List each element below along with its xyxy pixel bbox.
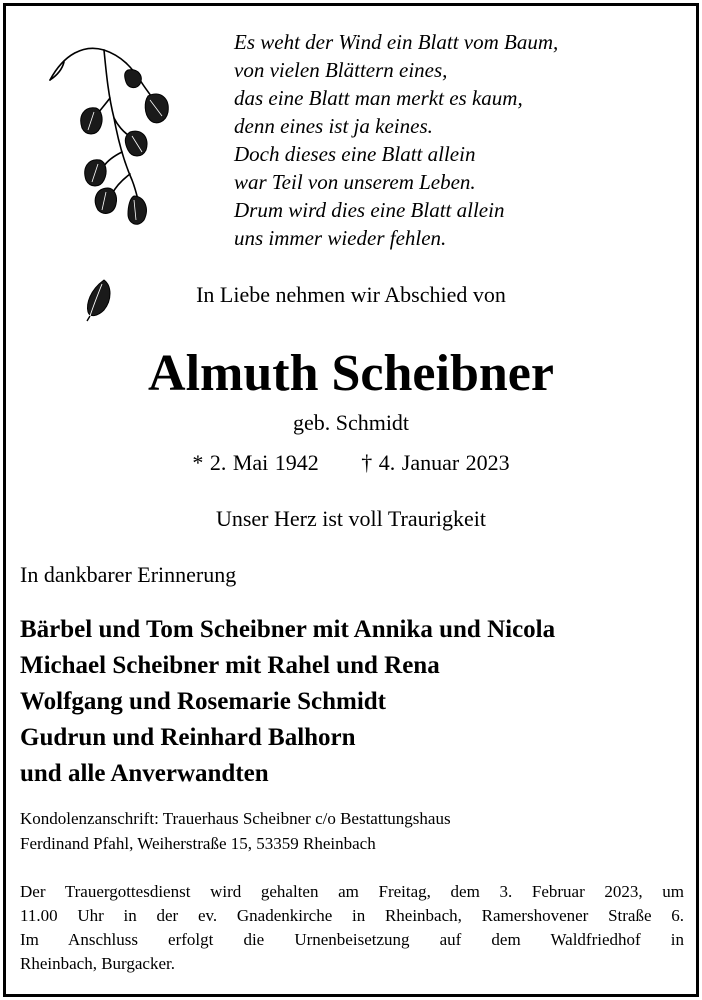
poem-line: von vielen Blättern eines,: [234, 58, 448, 82]
poem-line: Drum wird dies eine Blatt allein: [234, 198, 505, 222]
mourner-line: Wolfgang und Rosemarie Schmidt: [20, 688, 387, 715]
mourner-line: Bärbel und Tom Scheibner mit Annika und Nicola: [20, 616, 556, 643]
service-line: Im Anschluss erfolgt die Urnenbeisetzung auf dem Waldfriedhof in: [20, 930, 684, 949]
deceased-name: Almuth Scheibner: [148, 345, 554, 402]
leaf-branch-icon: [44, 40, 174, 230]
poem: [234, 28, 674, 252]
condolence-address: [20, 806, 684, 856]
poem-line: war Teil von unserem Leben.: [234, 170, 476, 194]
poem-line: Es weht der Wind ein Blatt vom Baum,: [234, 30, 559, 54]
service-line: Rheinbach, Burgacker.: [20, 954, 176, 973]
sentiment-text: Unser Herz ist voll Traurigkeit: [215, 506, 487, 531]
poem-line: uns immer wieder fehlen.: [234, 226, 447, 250]
service-line: 11.00 Uhr in der ev. Gnadenkirche in Rheinbach, Ramershovener Straße 6.: [20, 906, 684, 925]
intro-text: In Liebe nehmen wir Abschied von: [196, 282, 506, 307]
life-dates: [0, 450, 702, 476]
birth-name: geb. Schmidt: [292, 410, 410, 435]
mourner-line: Gudrun und Reinhard Balhorn: [20, 724, 356, 751]
birth-date: * 2. Mai 1942: [192, 450, 319, 475]
poem-line: das eine Blatt man merkt es kaum,: [234, 86, 523, 110]
mourner-line: Michael Scheibner mit Rahel und Rena: [20, 652, 440, 679]
mourners-list: [20, 612, 555, 792]
mourner-line: und alle Anverwandten: [20, 760, 269, 787]
memory-line: In dankbarer Erinnerung: [20, 562, 237, 587]
poem-line: Doch dieses eine Blatt allein: [234, 142, 476, 166]
address-line: Kondolenzanschrift: Trauerhaus Scheibner c/o Bestattungshaus: [20, 809, 451, 828]
service-line: Der Trauergottesdienst wird gehalten am Freitag, dem 3. Februar 2023, um: [20, 882, 684, 901]
poem-line: denn eines ist ja keines.: [234, 114, 433, 138]
death-date: † 4. Januar 2023: [361, 450, 510, 475]
address-line: Ferdinand Pfahl, Weiherstraße 15, 53359 Rheinbach: [20, 834, 376, 853]
service-info: [20, 880, 684, 976]
